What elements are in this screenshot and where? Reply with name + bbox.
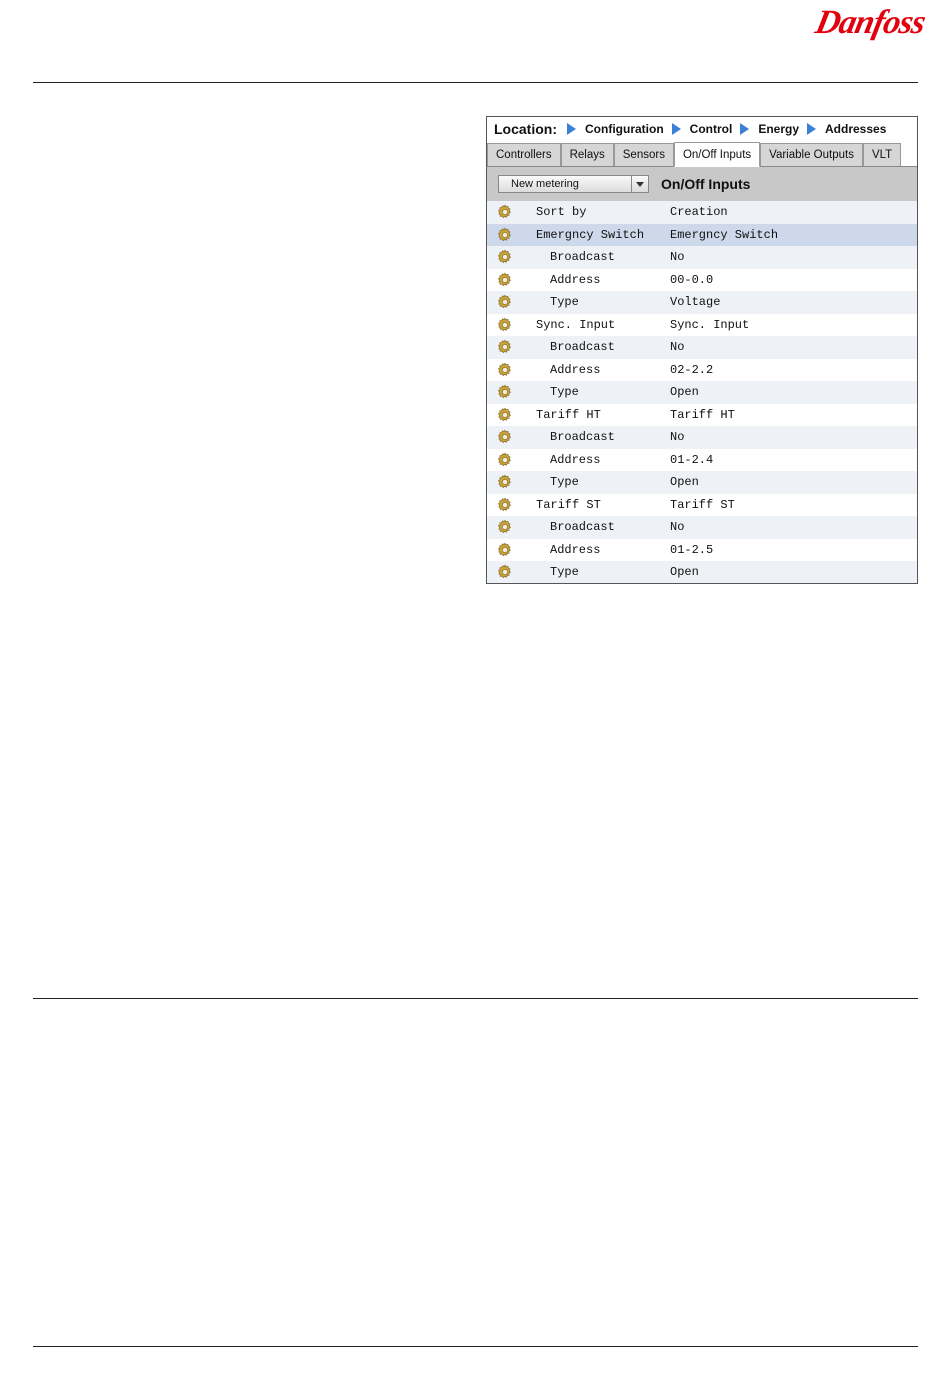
list-item[interactable]	[487, 224, 917, 247]
setting-name: Address	[550, 362, 601, 377]
setting-name: Tariff HT	[536, 407, 601, 422]
list-item[interactable]	[487, 246, 917, 269]
setting-value[interactable]: Emergncy Switch	[670, 227, 779, 242]
gear-icon[interactable]	[497, 452, 513, 468]
setting-name: Type	[550, 475, 579, 490]
tab-variable-outputs[interactable]: Variable Outputs	[760, 143, 863, 166]
setting-name: Broadcast	[550, 520, 615, 535]
list-item[interactable]	[487, 269, 917, 292]
setting-name: Broadcast	[550, 250, 615, 265]
setting-value[interactable]: 01-2.5	[670, 542, 714, 557]
gear-icon[interactable]	[497, 384, 513, 400]
toolbar	[487, 167, 917, 201]
section-rule	[33, 998, 918, 999]
setting-value[interactable]: 02-2.2	[670, 362, 714, 377]
list-item[interactable]	[487, 381, 917, 404]
breadcrumb	[487, 117, 917, 141]
setting-value[interactable]: Voltage	[670, 295, 721, 310]
setting-name: Sync. Input	[536, 317, 616, 332]
setting-name: Type	[550, 385, 579, 400]
list-item[interactable]	[487, 336, 917, 359]
setting-name: Type	[550, 295, 579, 310]
setting-value[interactable]: No	[670, 340, 685, 355]
list-item[interactable]	[487, 494, 917, 517]
gear-icon[interactable]	[497, 407, 513, 423]
setting-name: Address	[550, 272, 601, 287]
gear-icon[interactable]	[497, 497, 513, 513]
list-item[interactable]	[487, 516, 917, 539]
tab-sensors[interactable]: Sensors	[614, 143, 674, 166]
breadcrumb-energy[interactable]	[740, 122, 799, 136]
dropdown-value: New metering	[511, 178, 579, 190]
breadcrumb-configuration[interactable]	[567, 122, 664, 136]
setting-value[interactable]: No	[670, 250, 685, 265]
on-off-inputs-panel	[486, 116, 918, 584]
triangle-right-icon	[740, 123, 749, 135]
gear-icon[interactable]	[497, 249, 513, 265]
logo-text: Danfoss	[812, 4, 929, 41]
setting-value[interactable]: Open	[670, 475, 699, 490]
breadcrumb-control[interactable]	[672, 122, 733, 136]
list-item[interactable]	[487, 561, 917, 584]
settings-list	[487, 201, 917, 584]
location-label: Location:	[494, 121, 557, 137]
gear-icon[interactable]	[497, 564, 513, 580]
setting-name: Address	[550, 542, 601, 557]
tab-relays[interactable]: Relays	[561, 143, 614, 166]
setting-value[interactable]: No	[670, 430, 685, 445]
tab-controllers[interactable]: Controllers	[487, 143, 561, 166]
gear-icon[interactable]	[497, 204, 513, 220]
setting-name: Broadcast	[550, 340, 615, 355]
list-item[interactable]	[487, 314, 917, 337]
gear-icon[interactable]	[497, 474, 513, 490]
gear-icon[interactable]	[497, 317, 513, 333]
gear-icon[interactable]	[497, 227, 513, 243]
list-item[interactable]	[487, 539, 917, 562]
breadcrumb-label: Addresses	[825, 122, 887, 136]
gear-icon[interactable]	[497, 272, 513, 288]
setting-value[interactable]: Sync. Input	[670, 317, 750, 332]
list-item[interactable]	[487, 426, 917, 449]
setting-value[interactable]: Open	[670, 565, 699, 580]
danfoss-logo	[812, 4, 929, 48]
breadcrumb-label: Configuration	[585, 122, 664, 136]
setting-name: Broadcast	[550, 430, 615, 445]
setting-value[interactable]: Tariff ST	[670, 497, 735, 512]
footer-rule	[33, 1346, 918, 1347]
triangle-right-icon	[807, 123, 816, 135]
gear-icon[interactable]	[497, 542, 513, 558]
header-rule	[33, 82, 918, 83]
breadcrumb-label: Energy	[758, 122, 799, 136]
setting-name: Sort by	[536, 205, 587, 220]
list-item[interactable]	[487, 471, 917, 494]
list-item[interactable]	[487, 201, 917, 224]
gear-icon[interactable]	[497, 294, 513, 310]
setting-name: Address	[550, 452, 601, 467]
breadcrumb-label: Control	[689, 122, 733, 136]
setting-value[interactable]: Creation	[670, 205, 728, 220]
gear-icon[interactable]	[497, 519, 513, 535]
setting-value[interactable]: 00-0.0	[670, 272, 714, 287]
chevron-down-icon[interactable]	[631, 176, 648, 192]
gear-icon[interactable]	[497, 429, 513, 445]
tab-vlt[interactable]: VLT	[863, 143, 901, 166]
setting-name: Tariff ST	[536, 497, 601, 512]
metering-dropdown[interactable]	[498, 175, 649, 193]
gear-icon[interactable]	[497, 362, 513, 378]
list-item[interactable]	[487, 449, 917, 472]
gear-icon[interactable]	[497, 339, 513, 355]
tab-on-off-inputs[interactable]: On/Off Inputs	[674, 142, 760, 167]
setting-value[interactable]: Tariff HT	[670, 407, 735, 422]
breadcrumb-addresses[interactable]	[807, 122, 886, 136]
setting-name: Type	[550, 565, 579, 580]
setting-value[interactable]: Open	[670, 385, 699, 400]
setting-value[interactable]: No	[670, 520, 685, 535]
list-item[interactable]	[487, 291, 917, 314]
list-item[interactable]	[487, 359, 917, 382]
setting-name: Emergncy Switch	[536, 227, 645, 242]
triangle-right-icon	[672, 123, 681, 135]
panel-title: On/Off Inputs	[661, 176, 751, 192]
triangle-right-icon	[567, 123, 576, 135]
setting-value[interactable]: 01-2.4	[670, 452, 714, 467]
list-item[interactable]	[487, 404, 917, 427]
tab-bar	[487, 141, 917, 167]
